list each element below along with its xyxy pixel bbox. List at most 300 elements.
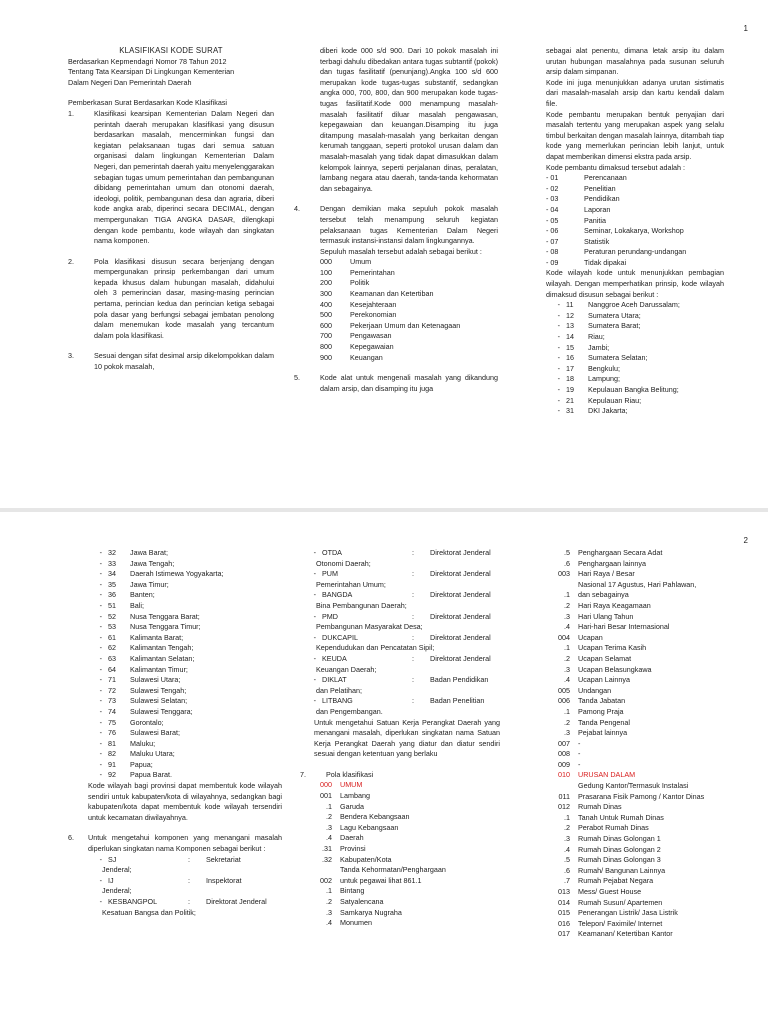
class-name: Tanda Jabatan — [578, 696, 626, 706]
agency-name-cont: Kesatuan Bangsa dan Politik; — [102, 907, 196, 917]
dash-marker: - — [313, 653, 316, 663]
class-name: Penghargaan lainnya — [578, 558, 646, 568]
region-code: 74 — [108, 706, 116, 716]
region-row — [546, 396, 724, 407]
column-1 — [68, 548, 282, 918]
helper-row — [546, 226, 724, 237]
region-code: 13 — [566, 321, 574, 331]
class-code-row — [540, 876, 740, 887]
region-code: 18 — [566, 374, 574, 384]
helper-row — [546, 216, 724, 227]
region-row — [88, 622, 282, 633]
class-name: Daerah — [340, 833, 364, 843]
list-item — [68, 351, 274, 372]
dash-marker: - — [313, 569, 316, 579]
main-codes-list — [294, 257, 498, 363]
helper-name: Tidak dipakai — [584, 257, 627, 267]
class-name: Rumah Susun/ Apartemen — [578, 897, 663, 907]
class-code: .4 — [564, 622, 570, 632]
region-row — [88, 760, 282, 771]
class-name: Rumah Dinas Golongan 3 — [578, 855, 661, 865]
region-row — [88, 749, 282, 760]
class-name: Tanah Untuk Rumah Dinas — [578, 812, 664, 822]
agency-sep: : — [412, 632, 414, 642]
class-code-row — [540, 749, 740, 760]
class-code: 003 — [558, 569, 570, 579]
code-row — [320, 289, 498, 300]
agency-abbr: KESBANGPOL — [108, 897, 158, 906]
helper-code: - 09 — [546, 257, 559, 267]
helper-code: - 08 — [546, 247, 559, 257]
region-name: Kalimantan Selatan; — [130, 653, 195, 663]
agency-sep: : — [412, 590, 414, 600]
agency-name: Direktorat Jenderal — [430, 632, 491, 642]
class-code-row — [540, 866, 740, 877]
class-code-row — [540, 834, 740, 845]
class-name: Hari-hari Besar Internasional — [578, 622, 670, 632]
class-name: dan sebagainya — [578, 590, 629, 600]
region-code: 52 — [108, 611, 116, 621]
region-name: Papua; — [130, 759, 153, 769]
agency-name: Direktorat Jenderal — [430, 611, 491, 621]
code-row — [320, 257, 498, 268]
agency-name-cont: Jenderal; — [102, 865, 132, 875]
code-number: 200 — [320, 278, 332, 288]
class-name: Prasarana Fisik Pamong / Kantor Dinas — [578, 791, 705, 801]
agency-name: Direktorat Jenderal — [430, 653, 491, 663]
class-code-row — [302, 844, 500, 855]
agency-name-cont: Keuangan Daerah; — [316, 664, 377, 674]
agency-row — [88, 855, 282, 866]
region-name: Bali; — [130, 600, 144, 610]
region-code: 72 — [108, 685, 116, 695]
class-code — [540, 580, 578, 591]
class-code: .3 — [564, 611, 570, 621]
class-code: 002 — [320, 875, 332, 885]
helper-row — [546, 184, 724, 195]
class-name: Ucapan Terima Kasih — [578, 643, 647, 653]
region-row — [546, 311, 724, 322]
code-number: 500 — [320, 310, 332, 320]
class-code-row — [540, 887, 740, 898]
dash-marker: - — [99, 738, 102, 748]
class-code-row — [540, 781, 740, 792]
page-number: 2 — [743, 536, 748, 545]
class-code-row — [540, 654, 740, 665]
region-row — [88, 569, 282, 580]
class-code: 017 — [558, 929, 570, 939]
region-row — [88, 654, 282, 665]
class-code-row — [540, 728, 740, 739]
agency-row — [302, 548, 500, 559]
class-code: .4 — [564, 844, 570, 854]
agency-abbr: PUM — [322, 569, 338, 579]
agency-list — [88, 855, 282, 919]
class-code: 000 — [320, 780, 332, 790]
region-name: Sumatera Selatan; — [588, 353, 648, 363]
helper-name: Perencanaan — [584, 173, 627, 183]
agency-sep: : — [412, 611, 414, 621]
class-code-row — [302, 780, 500, 791]
code-number: 900 — [320, 352, 332, 362]
region-name: Papua Barat. — [130, 770, 172, 780]
class-code-row — [302, 833, 500, 844]
region-code: 51 — [108, 600, 116, 610]
region-row — [88, 559, 282, 570]
class-name: Undangan — [578, 685, 612, 695]
region-row — [546, 300, 724, 311]
class-code-row — [302, 918, 500, 929]
region-name: Jawa Timur; — [130, 579, 169, 589]
class-code-row — [540, 770, 740, 781]
class-name: Rumah Dinas Golongan 2 — [578, 844, 661, 854]
class-code: 001 — [320, 791, 332, 801]
dash-marker: - — [99, 664, 102, 674]
agency-sep: : — [412, 675, 414, 685]
helper-row — [546, 258, 724, 269]
paragraph: Kode wilayah kode untuk menunjukkan pembagian wilayah. Dengan memperhatikan prinsip, kode wilayah dimaksud disusun sebagai berikut : — [546, 268, 724, 299]
dash-marker: - — [99, 632, 102, 642]
class-code-row — [540, 612, 740, 623]
class-code-row — [540, 802, 740, 813]
region-row — [88, 633, 282, 644]
agency-abbr: LITBANG — [322, 696, 353, 706]
class-code: .2 — [564, 717, 570, 727]
class-code: .1 — [564, 706, 570, 716]
class-name: Hari Raya Keagamaan — [578, 600, 651, 610]
class-name: Provinsi — [340, 844, 366, 854]
dash-marker: - — [557, 353, 560, 363]
code-number: 400 — [320, 299, 332, 309]
region-name: DKI Jakarta; — [588, 406, 628, 416]
item-text: Sesuai dengan sifat desimal arsip dikelompokkan dalam 10 pokok masalah, — [94, 351, 274, 372]
dash-marker: - — [99, 728, 102, 738]
class-code: .5 — [564, 548, 570, 557]
region-code: 32 — [108, 548, 116, 557]
region-row — [88, 770, 282, 781]
region-codes-list — [546, 300, 724, 417]
class-code-row — [540, 622, 740, 633]
region-code: 91 — [108, 759, 116, 769]
region-code: 73 — [108, 696, 116, 706]
class-code: 010 — [558, 770, 570, 780]
helper-row — [546, 173, 724, 184]
class-name: - — [578, 759, 581, 769]
class-code-row — [540, 686, 740, 697]
code-row — [320, 321, 498, 332]
agency-sep: : — [188, 854, 190, 864]
region-name: Nusa Tenggara Timur; — [130, 622, 201, 632]
dash-marker: - — [313, 675, 316, 685]
dash-marker: - — [313, 696, 316, 706]
agency-name-cont: Otonomi Daerah; — [316, 558, 371, 568]
region-code: 21 — [566, 395, 574, 405]
class-code-row — [540, 707, 740, 718]
class-code: 009 — [558, 759, 570, 769]
agency-list — [302, 548, 500, 718]
class-name: - — [578, 738, 581, 748]
region-name: Sulawesi Tengah; — [130, 685, 187, 695]
region-code: 61 — [108, 632, 116, 642]
region-code: 15 — [566, 342, 574, 352]
document-page-2 — [0, 512, 768, 1022]
agency-name: Direktorat Jenderal — [430, 569, 491, 579]
dash-marker: - — [99, 706, 102, 716]
region-row — [88, 739, 282, 750]
helper-name: Peraturan perundang-undangan — [584, 247, 687, 257]
code-row — [320, 268, 498, 279]
class-code-row — [302, 886, 500, 897]
agency-name-cont: Pemerintahan Umum; — [316, 579, 386, 589]
column-3 — [546, 46, 724, 417]
region-row — [88, 686, 282, 697]
region-code: 64 — [108, 664, 116, 674]
class-code-row — [540, 601, 740, 612]
class-name: Monumen — [340, 918, 372, 928]
class-code: 016 — [558, 918, 570, 928]
region-row — [88, 675, 282, 686]
class-code-row — [540, 643, 740, 654]
region-code: 35 — [108, 579, 116, 589]
agency-sep: : — [412, 548, 414, 557]
dash-marker: - — [99, 643, 102, 653]
item-number: 5. — [294, 373, 300, 383]
class-code: 008 — [558, 749, 570, 759]
helper-name: Laporan — [584, 204, 611, 214]
region-code: 19 — [566, 385, 574, 394]
class-code-row — [540, 718, 740, 729]
agency-row — [302, 654, 500, 665]
agency-abbr: SJ — [108, 854, 117, 864]
agency-sep: : — [188, 897, 190, 906]
region-row — [88, 590, 282, 601]
class-name: Samkarya Nugraha — [340, 907, 402, 917]
dash-marker: - — [99, 717, 102, 727]
helper-code: - 07 — [546, 236, 559, 246]
class-code: .4 — [326, 833, 332, 843]
agency-row — [302, 675, 500, 686]
class-code-row — [302, 865, 500, 876]
dash-marker: - — [99, 854, 102, 864]
class-code-row — [302, 876, 500, 887]
region-code: 31 — [566, 406, 574, 416]
document-title: KLASIFIKASI KODE SURAT — [119, 46, 223, 55]
region-row — [88, 548, 282, 559]
class-code: .2 — [326, 897, 332, 906]
code-number: 800 — [320, 342, 332, 352]
code-number: 300 — [320, 289, 332, 299]
code-name: Pemerintahan — [350, 267, 395, 277]
dash-marker: - — [99, 622, 102, 632]
region-row — [546, 321, 724, 332]
code-number: 000 — [320, 257, 332, 267]
class-name: Lambang — [340, 791, 370, 801]
region-code: 53 — [108, 622, 116, 632]
dash-marker: - — [99, 558, 102, 568]
region-code: 12 — [566, 310, 574, 320]
class-code: .1 — [564, 812, 570, 822]
class-code: .3 — [564, 834, 570, 844]
agency-sep: : — [412, 696, 414, 706]
region-name: Nanggroe Aceh Darussalam; — [588, 300, 680, 310]
region-code: 16 — [566, 353, 574, 363]
dash-marker: - — [557, 374, 560, 384]
class-code-row — [540, 665, 740, 676]
item-text: Untuk mengetahui komponen yang menangani masalah diperlukan singkatan nama Komponen sebagai berikut : — [88, 833, 282, 854]
region-code: 75 — [108, 717, 116, 727]
class-name: Rumah Dinas — [578, 802, 622, 812]
region-code: 33 — [108, 558, 116, 568]
paragraph: Kode pembantu merupakan bentuk penyajian dari masalah tertentu yang merupakan aspek yang selalu timbul berkaitan dengan masalah lainnya, ditambah tiap kode yang memerlukan perincian lebih lanjut, untuk dapat memberikan dimensi ekstra pada arsip. — [546, 109, 724, 161]
agency-name-cont: Kependudukan dan Pencatatan Sipil; — [316, 643, 435, 653]
dash-marker: - — [557, 406, 560, 416]
class-code — [302, 865, 340, 876]
class-code-row — [540, 580, 740, 591]
region-code: 71 — [108, 675, 116, 685]
class-code-row — [540, 569, 740, 580]
code-number: 100 — [320, 267, 332, 277]
dash-marker: - — [99, 897, 102, 906]
code-name: Keamanan dan Ketertiban — [350, 289, 434, 299]
helper-code: - 01 — [546, 173, 559, 183]
dash-marker: - — [313, 632, 316, 642]
classification-list — [540, 548, 740, 940]
class-name: Pamong Praja — [578, 706, 624, 716]
intro-line: Dalam Negeri Dan Pemerintah Daerah — [68, 77, 192, 87]
code-name: Umum — [350, 257, 372, 267]
class-code-row — [540, 760, 740, 771]
agency-row — [302, 569, 500, 580]
region-row — [546, 332, 724, 343]
region-row — [88, 601, 282, 612]
class-code: .1 — [326, 886, 332, 896]
class-code: .2 — [564, 823, 570, 833]
class-code: .3 — [564, 728, 570, 738]
code-name: Kesejahteraan — [350, 299, 397, 309]
region-name: Banten; — [130, 590, 155, 600]
class-code-row — [540, 590, 740, 601]
region-codes-list — [88, 548, 282, 781]
helper-name: Statistik — [584, 236, 610, 246]
class-code: 005 — [558, 685, 570, 695]
class-code: .32 — [322, 854, 332, 864]
class-code: .1 — [326, 801, 332, 811]
helper-name: Pendidikan — [584, 194, 620, 204]
item-text: Pola klasifikasi disusun secara berjenjang dengan mempergunakan prinsip perkembangan dari umum kepada khusus dalam hubungan masalah, didahului oleh 3 pemerincian dasar, masing-masing perincian pertama, perincian kedua dan perincian ketiga sebagai pola dasar yang berfungsi sebagai jembatan penolong dalam menemukan kode masalah yang tercantum dalam pola klasifikasi. — [94, 256, 274, 340]
class-name: Penerangan Listrik/ Jasa Listrik — [578, 908, 678, 918]
paragraph: Kode ini juga menunjukkan adanya urutan sistimatis dari masalah-masalah arsip dan kartu kendali dalam file. — [546, 77, 724, 108]
class-code: .5 — [564, 855, 570, 865]
class-name: Ucapan Lainnya — [578, 675, 630, 685]
region-row — [88, 612, 282, 623]
class-name: URUSAN DALAM — [578, 770, 636, 780]
region-name: Kalimantan Tengah; — [130, 643, 194, 653]
region-name: Gorontalo; — [130, 717, 164, 727]
region-row — [546, 385, 724, 396]
dash-marker: - — [99, 600, 102, 610]
agency-name: Sekretariat — [206, 854, 241, 864]
class-name: Garuda — [340, 801, 364, 811]
dash-marker: - — [557, 395, 560, 405]
code-number: 600 — [320, 320, 332, 330]
dash-marker: - — [99, 770, 102, 780]
class-name: - — [578, 749, 581, 759]
helper-code: - 02 — [546, 183, 559, 193]
agency-name-cont: dan Pelatihan; — [316, 685, 362, 695]
region-row — [88, 665, 282, 676]
dash-marker: - — [99, 749, 102, 759]
class-name: Pejabat lainnya — [578, 728, 628, 738]
region-name: Nusa Tenggara Barat; — [130, 611, 200, 621]
region-name: Kalimantan Timur; — [130, 664, 188, 674]
code-number: 700 — [320, 331, 332, 341]
classification-list — [302, 791, 500, 929]
region-name: Lampung; — [588, 374, 620, 384]
class-name: Ucapan Selamat — [578, 653, 632, 663]
region-name: Jawa Barat; — [130, 548, 168, 557]
agency-sep: : — [412, 653, 414, 663]
class-name: Rumah/ Bangunan Lainnya — [578, 865, 666, 875]
class-name: Lagu Kebangsaan — [340, 822, 399, 832]
class-name: Kabupaten/Kota — [340, 854, 392, 864]
class-code: .2 — [326, 812, 332, 822]
class-code-row — [302, 823, 500, 834]
dash-marker: - — [557, 363, 560, 373]
agency-abbr: IJ — [108, 875, 114, 885]
paragraph: Kode wilayah bagi provinsi dapat membentuk kode wilayah sendiri untuk kabupaten/kota di wilayahnya, sedangkan bagi kabupaten/kota dapat membentuk kode wilayah tersendiri untuk kecamatan diwilayahnya. — [88, 781, 282, 822]
region-name: Bengkulu; — [588, 363, 620, 373]
agency-name: Badan Pendidikan — [430, 675, 489, 685]
page-number: 1 — [743, 24, 748, 33]
dash-marker: - — [99, 611, 102, 621]
class-code-row — [540, 813, 740, 824]
agency-abbr: KEUDA — [322, 653, 347, 663]
class-code: .1 — [564, 590, 570, 600]
code-name: Perekonomian — [350, 310, 397, 320]
region-code: 17 — [566, 363, 574, 373]
helper-codes-list — [546, 173, 724, 268]
item-number: 6. — [68, 833, 74, 843]
class-name: Rumah Dinas Golongan 1 — [578, 834, 661, 844]
helper-name: Panitia — [584, 215, 606, 225]
class-name: Penghargaan Secara Adat — [578, 548, 663, 557]
class-code-row — [540, 898, 740, 909]
helper-code: - 03 — [546, 194, 559, 204]
dash-marker: - — [99, 875, 102, 885]
class-code: .4 — [326, 918, 332, 928]
agency-name-cont: Jenderal; — [102, 886, 132, 896]
class-code: .2 — [564, 653, 570, 663]
helper-name: Seminar, Lokakarya, Workshop — [584, 226, 684, 236]
class-name: Ucapan Belasungkawa — [578, 664, 652, 674]
paragraph: Sepuluh masalah tersebut adalah sebagai berikut : — [320, 246, 482, 256]
code-name: Politik — [350, 278, 370, 288]
region-name: Sulawesi Utara; — [130, 675, 181, 685]
intro-line: Tentang Tata Kearsipan Di Lingkungan Kementerian — [68, 67, 235, 77]
item-number: 2. — [68, 256, 74, 266]
region-name: Maluku; — [130, 738, 156, 748]
region-name: Sulawesi Barat; — [130, 728, 180, 738]
region-row — [88, 707, 282, 718]
class-code: 006 — [558, 696, 570, 706]
region-row — [88, 696, 282, 707]
region-name: Jawa Tengah; — [130, 558, 175, 568]
dash-marker: - — [99, 685, 102, 695]
region-row — [88, 718, 282, 729]
dash-marker: - — [557, 332, 560, 342]
class-code: .31 — [322, 844, 332, 854]
helper-code: - 05 — [546, 215, 559, 225]
